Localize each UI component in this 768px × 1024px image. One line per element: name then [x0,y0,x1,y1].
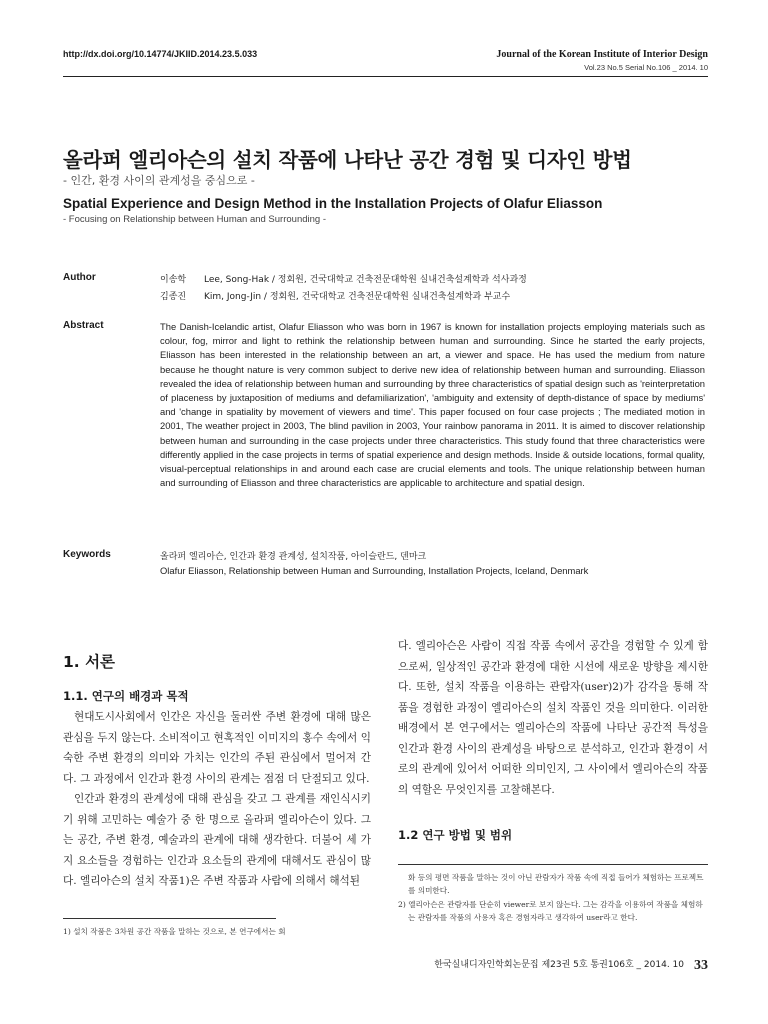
section-heading: 1. 서론 [63,653,116,671]
doi-link[interactable]: http://dx.doi.org/10.14774/JKIID.2014.23.5.033 [63,49,258,59]
keywords-korean: 올라퍼 엘리아슨, 인간과 환경 관계성, 설치작품, 아이슬란드, 덴마크 [160,552,427,562]
title-korean: 올라퍼 엘리아슨의 설치 작품에 나타난 공간 경험 및 디자인 방법 [63,148,632,172]
abstract-label: Abstract [63,320,104,331]
keywords-english: Olafur Eliasson, Relationship between Human and Surrounding, Installation Projects, Iceland, Denmark [160,565,589,576]
author-info: Kim, Jong-Jin / 정회원, 건국대학교 건축전문대학원 실내건축설계학과 부교수 [204,292,511,302]
header-divider [63,76,708,77]
footer-journal: 한국실내디자인학회논문집 제23권 5호 통권106호 _ 2014. 10 [434,960,684,970]
paragraph: 현대도시사회에서 인간은 자신을 둘러싼 주변 환경에 대해 많은 관심을 두지 않는다. 소비적이고 현혹적인 이미지의 홍수 속에서 익숙한 주변 환경의 의미와 가치는 인간의 주된 관심에서 멀어져 간다. 그 과정에서 인간과 환경 사이의 관계는 점점 더 단절되고 있다. [63,711,371,785]
author-line-1 [160,272,527,285]
subtitle-korean: - 인간, 환경 사이의 관계성을 중심으로 - [63,174,255,187]
footnote-divider [63,918,276,919]
journal-name: Journal of the Korean Institute of Interior Design [496,49,708,60]
footnote-2: 2) 엘리아슨은 관람자를 단순히 viewer로 보지 않는다. 그는 감각을 이용하여 작품을 체험하는 관람자를 작품의 사용자 혹은 경험자라고 생각하여 user라고 한다. [398,900,703,922]
subsection-heading-1-1: 1.1. 연구의 배경과 목적 [63,689,189,703]
paragraph: 인간과 환경의 관계성에 대해 관심을 갖고 그 관계를 재인식시키기 위해 고민하는 예술가 중 한 명으로 올라퍼 엘리아슨이 있다. 그는 공간, 주변 환경, 예술과의 관계에 대해 생각한다. 더불어 세 가지 요소들을 경험하는 인간과 요소들의 관계에 대해서도 관심이 많다. 엘리아슨의 설치 작품1)은 주변 작품과 사람에 의해서 해석된 [63,793,371,887]
left-column-body [63,707,371,892]
page-footer [434,957,708,974]
author-name-ko: 이송학 [160,275,187,285]
abstract-text: The Danish-Icelandic artist, Olafur Eliasson who was born in 1967 is known for installation projects employing materials such as colour, fog, mirror and light to rethink the relationship between human and surrounding. Since he started the early projects, Eliasson has been interested in the relationship between an art, a viewer and space. He has used the medium from nature because he thought nature is very common subject to derive new idea of relationship between human and surrounding. Eliasson revealed the idea of relationship between human and surrounding by three characteristics of spatial design such as 'reinterpretation of placeness by juxtaposition of mediums and defamiliarization', 'ambiguity and extensity of depth-distance of space by mediums' and 'change in spatiality by movement of viewers and time'. This paper focused on four case projects ; The mediated motion in 2001, The weather project in 2003, The blind pavilion in 2003, Your rainbow panorama in 2011. It is aimed to discover relationship between human and surrounding in the case projects under three characteristics. This study found that three characteristics were differently applied in the case projects in terms of spatial experience and design methods. Inside & outside locations, formal quality, visual-perceptual relationships in and around each case are crucial elements and tools. The unique relationship between human and surrounding of Eliasson and three characteristics are applicable to architecture and spatial design. [160,321,705,489]
paragraph: 다. 엘리아슨은 사람이 직접 작품 속에서 공간을 경험할 수 있게 함으로써, 일상적인 공간과 환경에 대한 시선에 새로운 방향을 제시한다. 또한, 설치 작품을 이용하는 관람자(user)2)가 감각을 통해 작품을 경험한 과정이 엘리아슨의 설치 작품인 것을 의미한다. 이러한 배경에서 본 연구에서는 엘리아슨의 작품에 나타난 공간적 특성을 인간과 환경 사이의 관계성을 바탕으로 분석하고, 인간과 환경이 서로의 관계에 있어서 어떠한 의미인지, 그 사이에서 엘리아슨의 작품의 역할은 무엇인지를 고찰해본다. [398,640,708,796]
footnote-divider [398,864,708,865]
subtitle-english: - Focusing on Relationship between Human and Surrounding - [63,214,326,225]
author-info: Lee, Song-Hak / 정회원, 건국대학교 건축전문대학원 실내건축설계학과 석사과정 [204,275,527,285]
footnote-1: 1) 설치 작품은 3차원 공간 작품을 말하는 것으로, 본 연구에서는 회 [63,927,286,936]
keywords-label: Keywords [63,549,111,560]
footnote-1-continued: 화 등의 평면 작품을 말하는 것이 아닌 관람자가 작품 속에 직접 들어가 체험하는 프로젝트를 의미한다. [408,873,704,895]
author-name-ko: 김종진 [160,292,187,302]
right-column-body [398,636,708,800]
title-english: Spatial Experience and Design Method in the Installation Projects of Olafur Eliasson [63,196,603,211]
page-number: 33 [694,958,708,973]
author-line-2 [160,289,510,302]
author-label: Author [63,272,96,283]
subsection-heading-1-2: 1.2 연구 방법 및 범위 [398,828,513,842]
journal-volume: Vol.23 No.5 Serial No.106 _ 2014. 10 [584,63,708,72]
